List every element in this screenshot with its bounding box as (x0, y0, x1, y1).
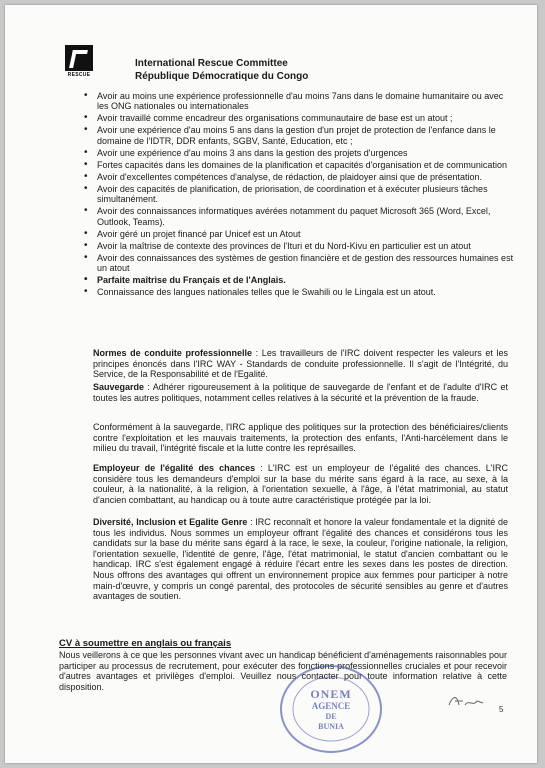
list-item: • Avoir la maîtrise de contexte des provinces de l'Ituri et du Nord-Kivu en particulier est un atout (97, 241, 517, 251)
safeguarding-paragraph (93, 382, 508, 403)
stamp-line-3: DE (325, 712, 337, 721)
equal-opportunity-title: Employeur de l'égalité des chances (93, 463, 256, 473)
safeguarding-title: Sauvegarde (93, 382, 145, 392)
diversity-paragraph (93, 517, 508, 602)
list-item: • Avoir des connaissances des systèmes de gestion financière et de gestion des ressources humaines est un atout (97, 253, 517, 274)
safeguarding-more-paragraph (93, 422, 508, 454)
logo-mark-icon (65, 45, 93, 71)
official-stamp (278, 663, 384, 755)
equal-opportunity-paragraph (93, 463, 508, 505)
safeguarding-text: : Adhérer rigoureusement à la politique de sauvegarde de l'enfant et de l'adulte d'IRC et toutes les autres politiques, notamment celles relatives à la sécurité et la prévention de la fraude. (93, 382, 508, 403)
letterhead (135, 57, 308, 83)
stamp-line-4: BUNIA (318, 722, 344, 731)
list-item: • Avoir au moins une expérience professionnelle d'au moins 7ans dans le domaine humanitaire ou avec les ONG nationales ou internationales (97, 91, 517, 112)
page-number: 5 (499, 705, 504, 714)
country-name: République Démocratique du Congo (135, 71, 309, 82)
list-item: • Avoir une expérience d'au moins 3 ans dans la gestion des projets d'urgences (97, 148, 517, 158)
stamp-line-2: AGENCE (311, 701, 351, 711)
safeguarding-more-text: Conformément à la sauvegarde, l'IRC applique des politiques sur la protection des bénéficiaires/clients contre l'exploitation et les mauvais traitements, la protection des enfants, l'Anti-harcèlement dans le milieu du travail, l'intégrité fiscale et la lutte contre les représailles. (93, 422, 508, 454)
list-item: • Avoir une expérience d'au moins 5 ans dans la gestion d'un projet de protection de l'enfance dans le domaine de l'IDTR, DDR enfants, SGBV, Santé, Education, etc ; (97, 125, 517, 146)
cv-heading: CV à soumettre en anglais ou français (59, 638, 232, 649)
list-item: • Avoir des connaissances informatiques avérées notamment du paquet Microsoft 365 (Word, Excel, Outlook, Teams). (97, 206, 517, 227)
stamp-line-1: ONEM (310, 687, 352, 701)
handwritten-signature (447, 693, 487, 709)
diversity-title: Diversité, Inclusion et Egalite Genre (93, 517, 248, 527)
requirements-list (83, 91, 517, 299)
list-item: • Fortes capacités dans les domaines de la planification et capacités d'organisation et de communication (97, 160, 517, 170)
list-item: • Avoir des capacités de planification, de priorisation, de coordination et à exécuter plusieurs tâches simultanément. (97, 184, 517, 205)
conduct-title: Normes de conduite professionnelle (93, 348, 252, 358)
document-page (5, 5, 537, 763)
logo-text: RESCUE (67, 72, 91, 78)
list-item: • Avoir d'excellentes compétences d'analyse, de rédaction, de plaidoyer ainsi que de présentation. (97, 172, 517, 182)
list-item: • Avoir géré un projet financé par Unicef est un Atout (97, 229, 517, 239)
diversity-text: : IRC reconnaît et honore la valeur fondamentale et la dignité de tous les individus. Nous sommes un employeur offrant l'égalité des chances et considérons tous les candidats sur la base du mérite sans égard à la race, le sexe, la couleur, l'origine nationale, la religion, l'orientation sexuelle, l'identité de genre, l'âge, l'état matrimonial, le statut d'ancien combattant ou le handicap. IRC s'est également engagé à réduire l'écart entre les sexes dans les postes de direction. Nous offrons des avantages qui offrent un environnement propice aux femmes pour participer à notre main-d'œuvre, y compris un congé parental, des protocoles de sécurité sensibles au genre et d'autres avantages de soutien. (93, 517, 508, 602)
list-item: • Avoir travaillé comme encadreur des organisations communautaire de base est un atout ; (97, 113, 517, 123)
irc-logo (65, 45, 93, 79)
conduct-text: : Les travailleurs de l'IRC doivent respecter les valeurs et les principes énoncés dans l'IRC WAY - Standards de conduite professionnelle. Il s'agit de l'Intégrité, du Service, de la Responsabilité et de l'Egalité. (93, 348, 509, 380)
list-item: • Parfaite maîtrise du Français et de l'Anglais. (97, 275, 517, 285)
conduct-paragraph (93, 348, 508, 380)
cv-paragraph: Nous veillerons à ce que les personnes vivant avec un handicap bénéficient d'aménagements raisonnables pour participer au processus de recrutement, pour exécuter des fonctions professionnelles cruciales et pour recevoir d'autres avantages et privilèges d'emploi. Veuillez nous contacter pour toute information relative à cette disposition. (59, 650, 507, 692)
org-name: International Rescue Committee (135, 58, 288, 69)
list-item: • Connaissance des langues nationales telles que le Swahili ou le Lingala est un atout. (97, 287, 517, 297)
equal-opportunity-text: : L'IRC est un employeur de l'égalité des chances. L'IRC considère tous les demandeurs d'emploi sur la base du mérite sans égard à la race, au sexe, à la couleur, à la nationalité, à la religion, à l'orientation sexuelle, à l'âge, à l'état matrimonial, au statut d'ancien combattant, au handicap ou à toute autre caractéristique protégée par la loi. (93, 463, 508, 505)
